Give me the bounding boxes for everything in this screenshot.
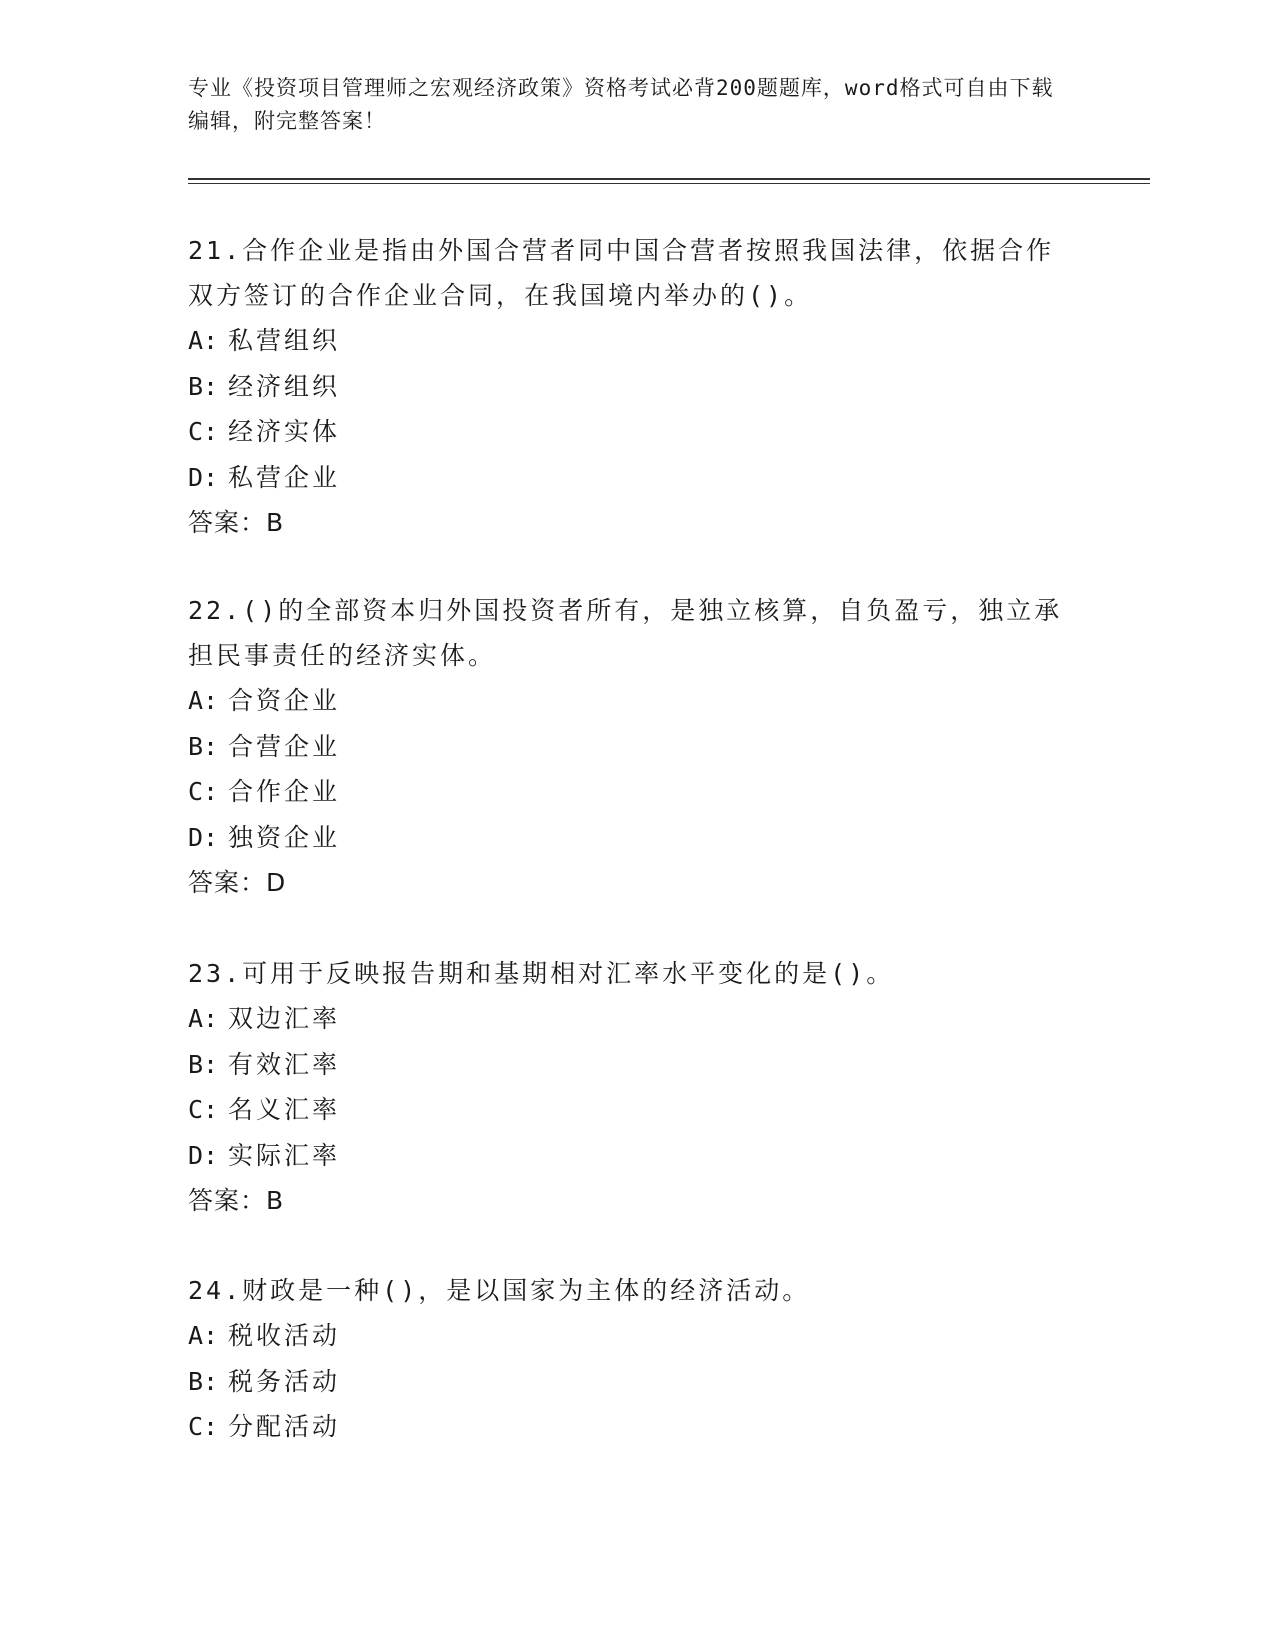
option-key: D: <box>188 462 219 492</box>
option-key: A: <box>188 326 219 355</box>
question-stem: 24.财政是一种()，是以国家为主体的经济活动。 <box>188 1276 811 1305</box>
option-text: 独资企业 <box>228 822 341 852</box>
answer-line: 答案：D <box>188 868 287 897</box>
option-key: C: <box>188 1412 219 1441</box>
question-stem: 21.合作企业是指由外国合营者同中国合营者按照我国法律，依据合作双方签订的合作企业合同，在我国境内举办的()。 <box>188 236 1055 310</box>
option-d <box>188 455 1068 501</box>
option-text: 私营企业 <box>228 462 341 492</box>
option-key: C: <box>188 1095 219 1124</box>
option-text: 双边汇率 <box>228 1004 341 1033</box>
option-b <box>188 1042 1068 1088</box>
option-c <box>188 769 1068 815</box>
question-22 <box>188 588 1068 906</box>
question-23 <box>188 951 1068 1224</box>
option-text: 税收活动 <box>228 1321 341 1350</box>
option-c <box>188 1087 1068 1133</box>
option-key: D: <box>188 1140 219 1170</box>
question-24 <box>188 1268 1068 1450</box>
option-text: 分配活动 <box>228 1412 341 1441</box>
answer-line: 答案：B <box>188 1186 285 1215</box>
option-key: A: <box>188 686 219 715</box>
option-text: 合资企业 <box>228 686 341 715</box>
option-d <box>188 815 1068 861</box>
question-21 <box>188 228 1068 546</box>
option-b <box>188 364 1068 410</box>
header-divider-thin <box>188 183 1150 184</box>
option-text: 合作企业 <box>228 777 341 806</box>
document-header: 专业《投资项目管理师之宏观经济政策》资格考试必背200题题库，word格式可自由下载编辑，附完整答案！ <box>188 76 1054 133</box>
option-key: A: <box>188 1321 219 1350</box>
option-key: D: <box>188 822 219 852</box>
option-d <box>188 1133 1068 1179</box>
option-a <box>188 1313 1068 1359</box>
answer-line: 答案：B <box>188 508 285 537</box>
header-divider-thick <box>188 178 1150 180</box>
option-c <box>188 409 1068 455</box>
option-key: C: <box>188 777 219 806</box>
option-text: 名义汇率 <box>228 1095 341 1124</box>
option-text: 有效汇率 <box>228 1049 341 1079</box>
question-stem: 23.可用于反映报告期和基期相对汇率水平变化的是()。 <box>188 959 895 988</box>
option-key: B: <box>188 371 219 401</box>
question-stem: 22.()的全部资本归外国投资者所有，是独立核算，自负盈亏，独立承担民事责任的经济实体。 <box>188 596 1063 670</box>
option-text: 税务活动 <box>228 1366 341 1396</box>
option-b <box>188 724 1068 770</box>
option-b <box>188 1359 1068 1405</box>
option-text: 实际汇率 <box>228 1140 341 1170</box>
option-text: 合营企业 <box>228 731 341 761</box>
option-text: 经济组织 <box>228 371 341 401</box>
option-key: B: <box>188 1049 219 1079</box>
option-text: 经济实体 <box>228 417 341 446</box>
option-text: 私营组织 <box>228 326 341 355</box>
option-c <box>188 1404 1068 1450</box>
option-key: B: <box>188 1366 219 1396</box>
option-a <box>188 996 1068 1042</box>
option-a <box>188 318 1068 364</box>
option-key: A: <box>188 1004 219 1033</box>
option-a <box>188 678 1068 724</box>
option-key: B: <box>188 731 219 761</box>
option-key: C: <box>188 417 219 446</box>
